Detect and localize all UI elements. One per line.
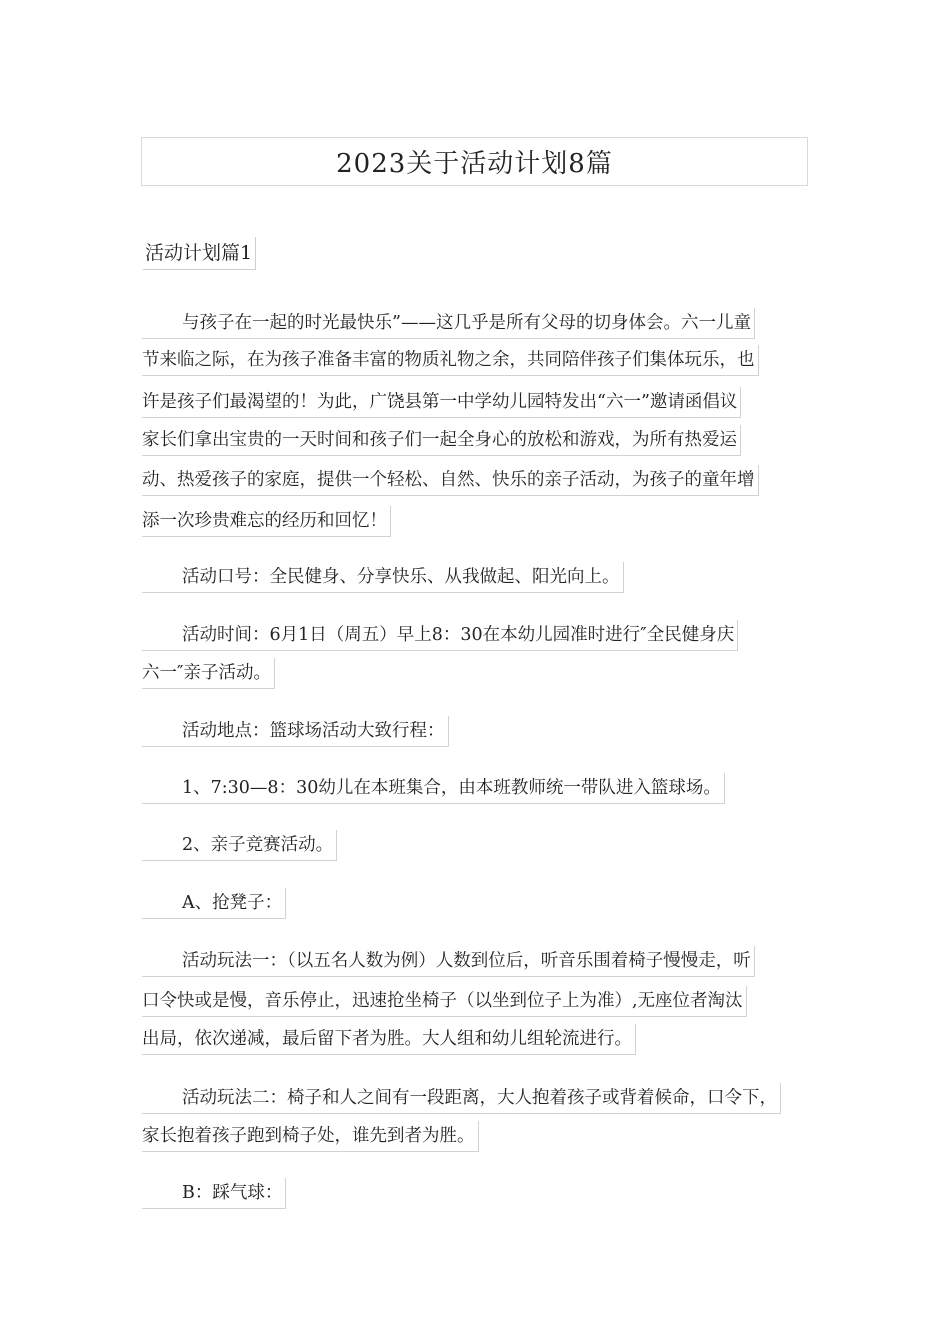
paragraph-line: 2、亲子竞赛活动。: [142, 830, 337, 861]
paragraph-line: 许是孩子们最渴望的！为此，广饶县第一中学幼儿园特发出“六一”邀请函倡议: [142, 387, 741, 418]
paragraph-line: 出局，依次递减，最后留下者为胜。大人组和幼儿组轮流进行。: [142, 1024, 636, 1055]
paragraph-line: 添一次珍贵难忘的经历和回忆！: [142, 506, 391, 537]
paragraph-line: 活动地点：篮球场活动大致行程：: [142, 716, 449, 747]
section-heading: 活动计划篇1: [143, 237, 256, 270]
document-title: 2023关于活动计划8篇: [141, 137, 808, 186]
paragraph-line: 1、7:30—8：30幼儿在本班集合，由本班教师统一带队进入篮球场。: [142, 773, 725, 804]
paragraph-line: 节来临之际，在为孩子准备丰富的物质礼物之余，共同陪伴孩子们集体玩乐，也: [142, 345, 759, 376]
paragraph-line: 活动口号：全民健身、分享快乐、从我做起、阳光向上。: [142, 562, 624, 593]
paragraph-line: 口令快或是慢，音乐停止，迅速抢坐椅子（以坐到位子上为准）,无座位者淘汰: [142, 986, 747, 1017]
paragraph-line: 动、热爱孩子的家庭，提供一个轻松、自然、快乐的亲子活动，为孩子的童年增: [142, 465, 759, 496]
paragraph-line: 与孩子在一起的时光最快乐”——这几乎是所有父母的切身体会。六一儿童: [142, 308, 755, 339]
paragraph-line: 活动玩法一：（以五名人数为例）人数到位后，听音乐围着椅子慢慢走，听: [142, 946, 755, 977]
paragraph-line: 家长们拿出宝贵的一天时间和孩子们一起全身心的放松和游戏，为所有热爱运: [142, 425, 741, 456]
paragraph-line: 活动时间：6月1日（周五）早上8：30在本幼儿园准时进行″全民健身庆: [142, 620, 738, 651]
paragraph-line: 活动玩法二：椅子和人之间有一段距离，大人抱着孩子或背着候命，口令下，: [142, 1083, 781, 1114]
paragraph-line: B：踩气球：: [142, 1178, 286, 1209]
paragraph-line: 家长抱着孩子跑到椅子处，谁先到者为胜。: [142, 1121, 479, 1152]
paragraph-line: 六一″亲子活动。: [142, 658, 275, 689]
paragraph-line: A、抢凳子：: [142, 888, 286, 919]
